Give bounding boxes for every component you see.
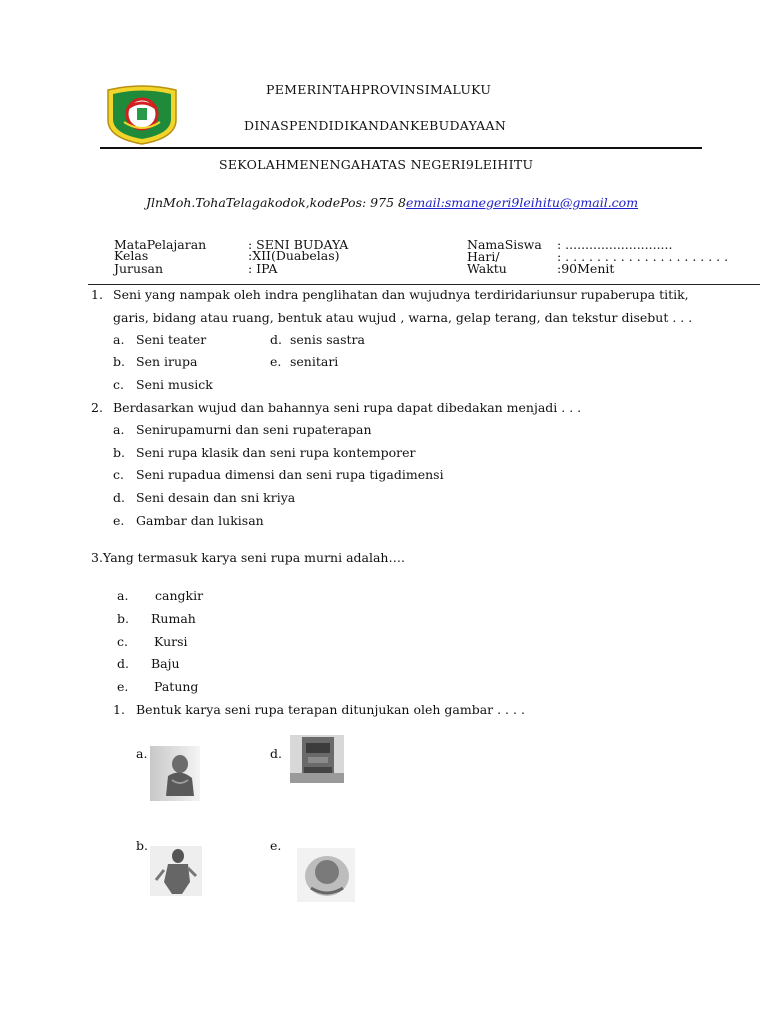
q1-option-a-text: Seni teater: [136, 332, 207, 347]
class-label: Kelas: [114, 248, 149, 263]
sculpture-image-icon: [150, 746, 200, 801]
q1-text-line2: garis, bidang atau ruang, bentuk atau wujud , warna, gelap terang, dan tekstur disebut . . .: [113, 310, 693, 325]
relief-carving-image-icon: [297, 848, 355, 902]
major-value: : IPA: [248, 261, 278, 276]
q3-option-a-text: cangkir: [155, 588, 204, 603]
day-label: Hari/: [467, 249, 500, 264]
q2-option-d-text: Seni desain dan sni kriya: [136, 490, 296, 505]
q1-option-d-text: senis sastra: [290, 332, 365, 347]
province-crest-icon: [104, 84, 180, 146]
time-value: :90Menit: [557, 261, 615, 276]
q2-text: Berdasarkan wujud dan bahannya seni rupa dapat dibedakan menjadi . . .: [113, 400, 582, 415]
q1-number: 1.: [91, 287, 103, 302]
time-label: Waktu: [467, 261, 507, 276]
day-value: : . . . . . . . . . . . . . . . . . . . . .: [557, 249, 729, 264]
q2-option-d-letter: d.: [113, 490, 125, 505]
q2-option-e-text: Gambar dan lukisan: [136, 513, 264, 528]
school-address: [146, 195, 638, 210]
subject-value: : SENI BUDAYA: [248, 237, 349, 252]
q2-option-b-text: Seni rupa klasik dan seni rupa kontemporer: [136, 445, 416, 460]
info-divider: [88, 284, 760, 285]
q3-option-e-letter: e.: [117, 679, 129, 694]
q2-option-c-text: Seni rupadua dimensi dan seni rupa tigadimensi: [136, 467, 444, 482]
email-link[interactable]: email:smanegeri9leihitu@gmail.com: [405, 195, 639, 210]
q4-image-b: [150, 846, 202, 896]
student-name-label: NamaSiswa: [467, 237, 542, 252]
q2-option-a-letter: a.: [113, 422, 125, 437]
q1-option-d-letter: d.: [270, 332, 282, 347]
stone-statue-image-icon: [290, 735, 344, 783]
header-government: PEMERINTAHPROVINSIMALUKU: [266, 82, 492, 97]
q1-option-c-text: Seni musick: [136, 377, 213, 392]
q3-option-a-letter: a.: [117, 588, 129, 603]
header-department: DINASPENDIDIKANDANKEBUDAYAAN: [244, 118, 507, 133]
q2-option-a-text: Senirupamurni dan seni rupaterapan: [136, 422, 372, 437]
address-text: JlnMoh.TohaTelagakodok,kodePos: 975 8: [146, 195, 406, 210]
q2-option-e-letter: e.: [113, 513, 125, 528]
q2-option-b-letter: b.: [113, 445, 125, 460]
major-label: Jurusan: [114, 261, 164, 276]
q1-option-b-letter: b.: [113, 354, 125, 369]
q3-option-e-text: Patung: [154, 679, 199, 694]
q3-option-d-letter: d.: [117, 656, 129, 671]
q1-option-b-text: Sen irupa: [136, 354, 198, 369]
q1-option-a-letter: a.: [113, 332, 125, 347]
q3-option-d-text: Baju: [151, 656, 180, 671]
subject-label: MataPelajaran: [114, 237, 207, 252]
q4-text: Bentuk karya seni rupa terapan ditunjukan oleh gambar . . . .: [136, 702, 525, 717]
q4-image-d-label: d.: [270, 746, 282, 761]
header-divider: [100, 147, 702, 149]
q4-image-a: [150, 746, 200, 801]
q1-option-e-letter: e.: [270, 354, 282, 369]
q3-option-b-text: Rumah: [151, 611, 196, 626]
q4-image-b-label: b.: [136, 838, 148, 853]
student-name-value: : ...........................: [557, 237, 673, 252]
q4-image-a-label: a.: [136, 746, 148, 761]
q1-option-c-letter: c.: [113, 377, 124, 392]
class-value: :XII(Duabelas): [248, 248, 340, 263]
q2-number: 2.: [91, 400, 103, 415]
q4-image-e-label: e.: [270, 838, 282, 853]
figure-sculpture-image-icon: [150, 846, 202, 896]
q1-text-line1: Seni yang nampak oleh indra penglihatan dan wujudnya terdiridariunsur rupaberupa titik,: [113, 287, 689, 302]
q3-option-c-text: Kursi: [154, 634, 188, 649]
province-logo: [104, 84, 180, 146]
q3-option-b-letter: b.: [117, 611, 129, 626]
q4-number: 1.: [113, 702, 125, 717]
q1-option-e-text: senitari: [290, 354, 339, 369]
q3-option-c-letter: c.: [117, 634, 128, 649]
school-name: SEKOLAHMENENGAHATAS NEGERI9LEIHITU: [219, 157, 534, 172]
q3-text: 3.Yang termasuk karya seni rupa murni adalah….: [91, 550, 405, 565]
q2-option-c-letter: c.: [113, 467, 124, 482]
q4-image-e: [297, 848, 355, 902]
q4-image-d: [290, 735, 344, 783]
